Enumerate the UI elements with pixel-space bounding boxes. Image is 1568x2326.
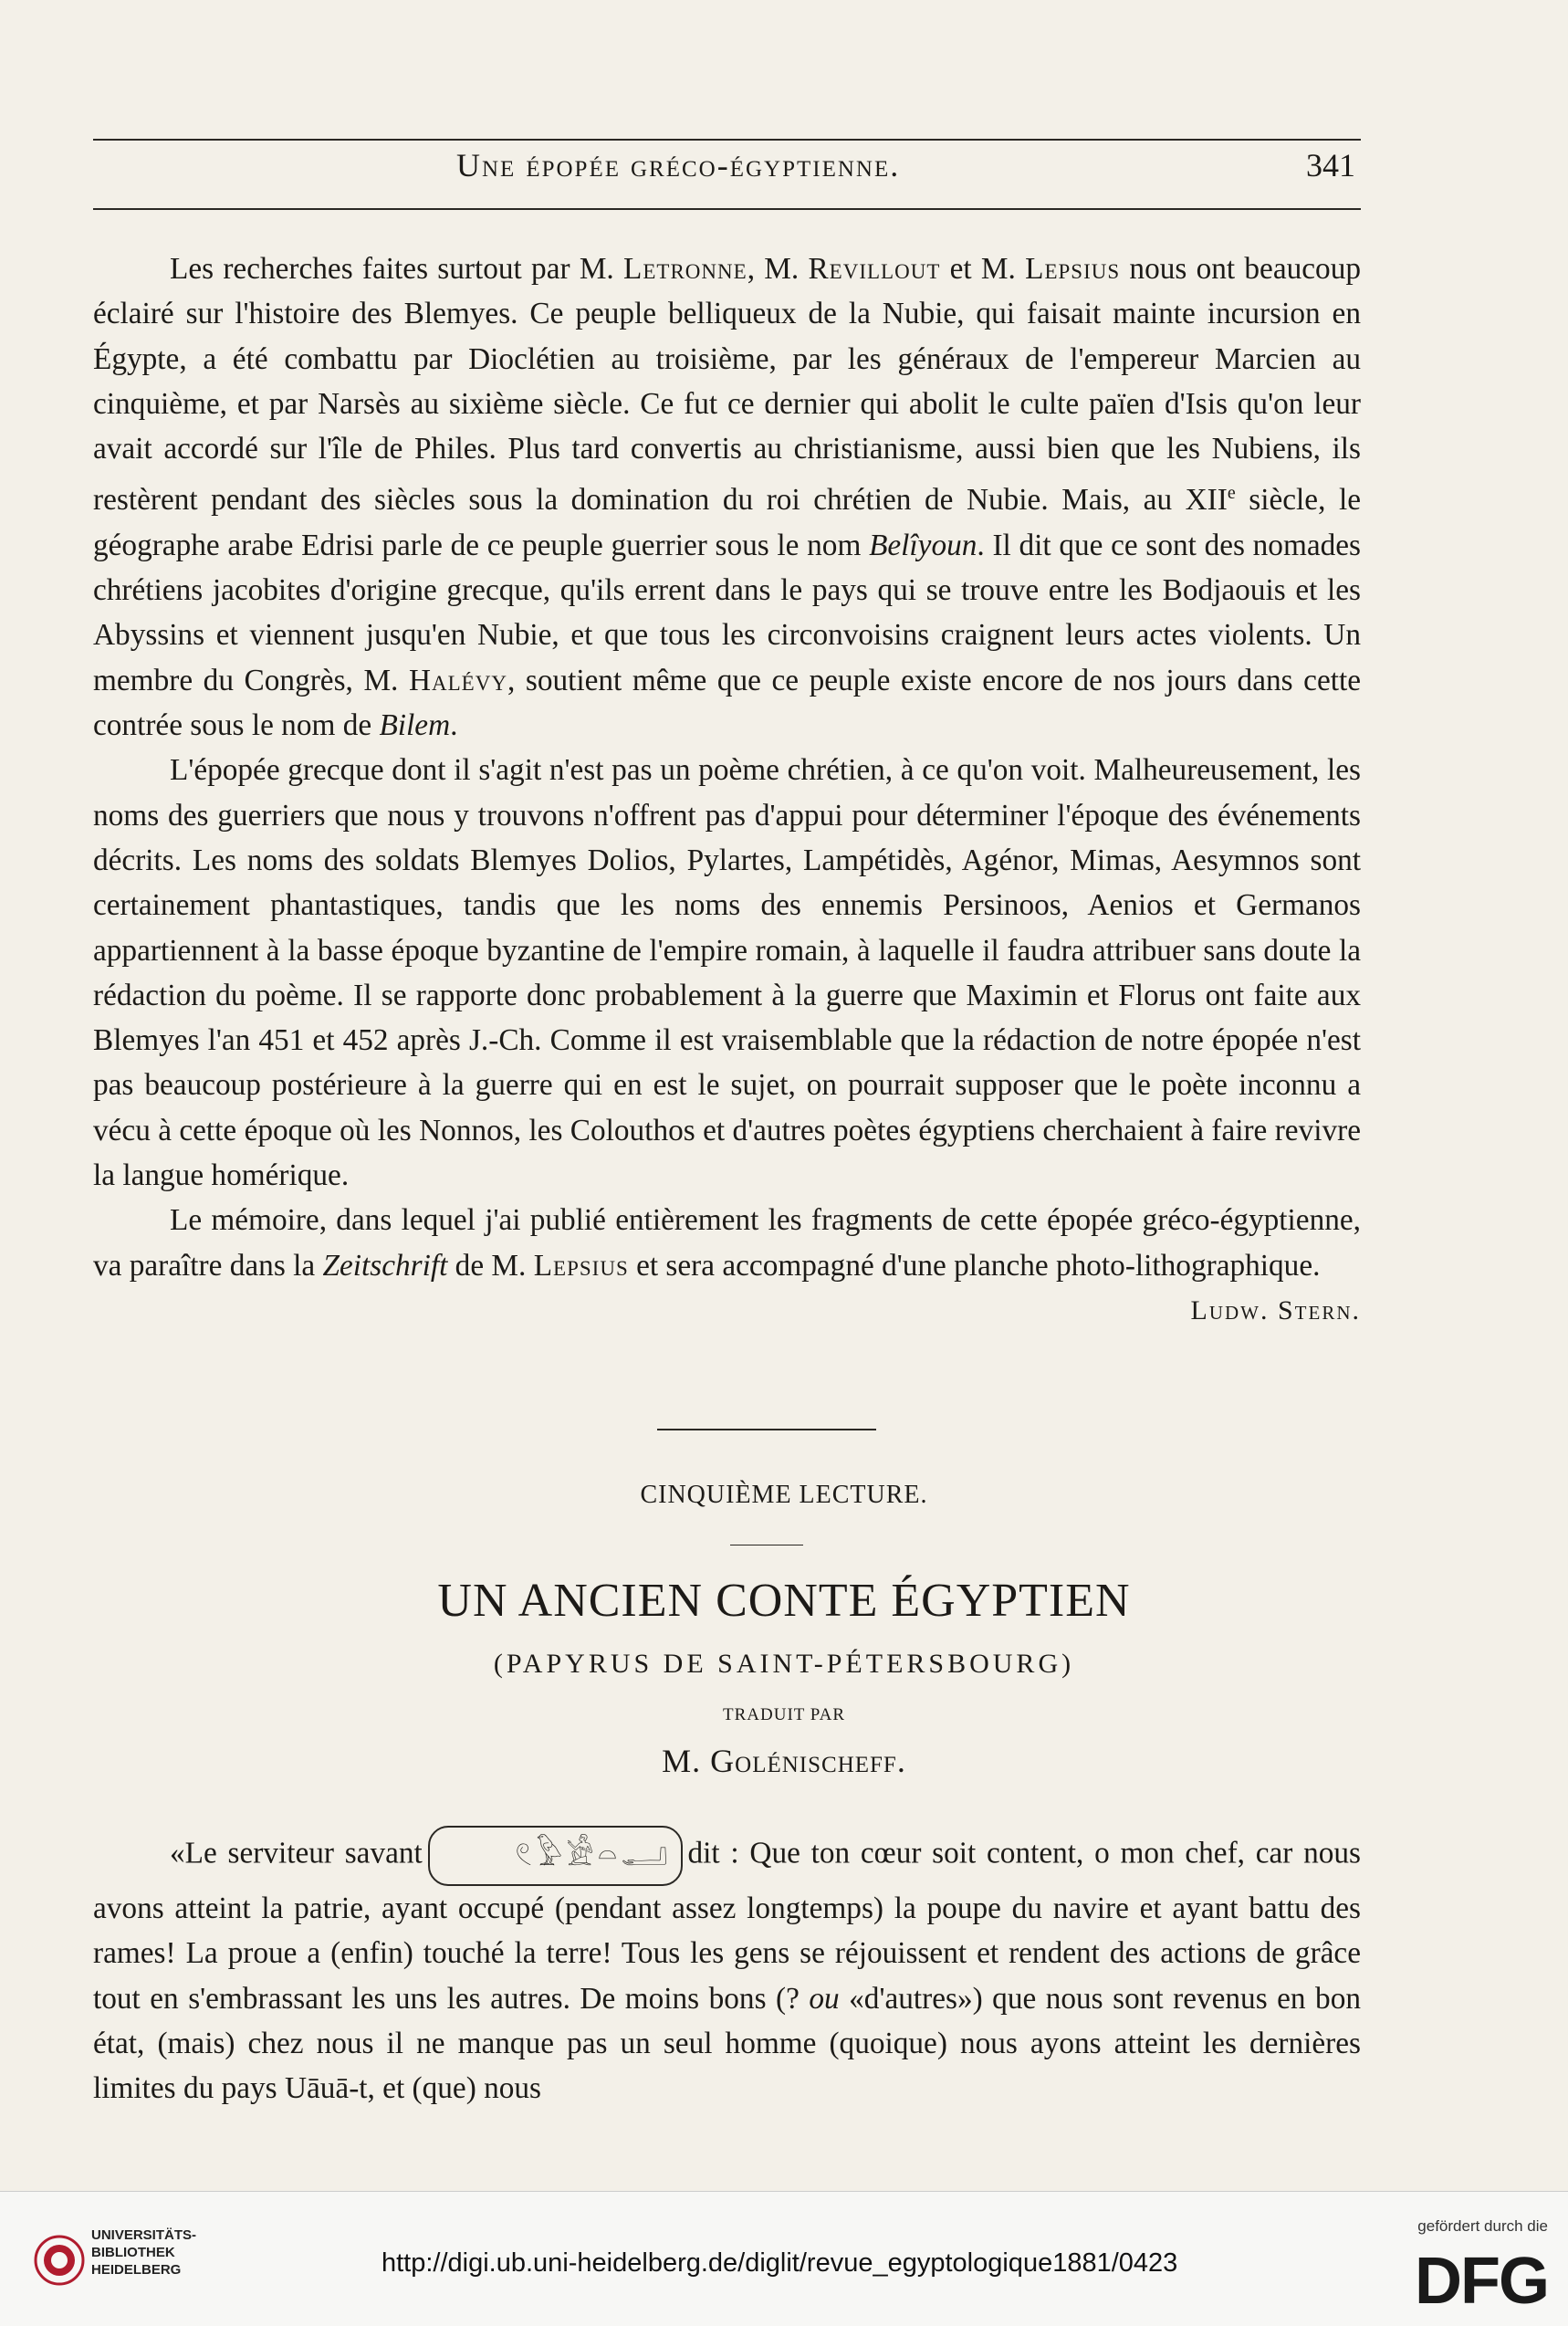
person-name: Letronne <box>623 252 747 286</box>
person-name: Halévy <box>408 663 507 697</box>
text-run: siècle, le géographe arabe Edrisi parle de ce peuple guerrier sous le nom <box>93 483 1361 562</box>
permalink-url[interactable]: http://digi.ub.uni-heidelberg.de/diglit/revue_egyptologique1881/0423 <box>382 2248 1178 2278</box>
library-name-line: UNIVERSITÄTS- <box>91 2227 197 2243</box>
person-name: Revillout <box>808 252 941 286</box>
translator-name-text: M. Golénischeff. <box>662 1743 906 1779</box>
header-bottom-rule <box>93 208 1361 210</box>
translated-by: TRADUIT PAR <box>723 1705 845 1724</box>
text-run: «Le serviteur savant <box>170 1836 423 1870</box>
italic-term: ou <box>809 1981 840 2016</box>
paragraph-1 <box>93 246 1361 748</box>
quote-paragraph <box>93 1826 1361 2111</box>
library-name-line: BIBLIOTHEK <box>91 2245 175 2260</box>
article-body <box>93 246 1361 1333</box>
text-run: dit : Que ton cœur soit content, o mon chef, car nous avons atteint la patrie, ayant occupé (pendant assez longtemps) la poupe du navire et ayant battu des rames! La proue a (enfin) touché la terre! Tous les gens se réjouissent et rendent des actions de grâce tout en s'embrassant les uns les autres. De moins bons (? <box>93 1836 1362 2016</box>
text-run: nous ont beaucoup éclairé sur l'histoire des Blemyes. Ce peuple belliqueux de la Nubie, qui faisait mainte incursion en Égypte, a été combattu par Dioclétien au troisième, par les généraux de l'empereur Marcien au cinquième, et par Narsès au sixième siècle. Ce fut ce dernier qui abolit le culte païen d'Isis qu'on leur avait accordé sur l'île de Philes. Plus tard convertis au christianisme, aussi bien que les Nubiens, ils restèrent pendant des siècles sous la domination du roi chrétien de Nubie. Mais, au XII <box>93 252 1361 518</box>
italic-term: Belîyoun <box>869 528 977 562</box>
running-header-title: Une épopée gréco-égyptienne. <box>456 147 901 183</box>
funder-label: gefördert durch die <box>1417 2217 1548 2235</box>
section-title: UN ANCIEN CONTE ÉGYPTIEN <box>437 1575 1131 1627</box>
italic-term: Zeitschrift <box>322 1248 448 1283</box>
text-run: . <box>450 708 458 743</box>
text-run: de M. <box>447 1248 534 1283</box>
person-name: Lepsius <box>533 1248 629 1283</box>
text-run: Les recherches faites surtout par M. <box>170 252 624 286</box>
section-divider <box>657 1429 876 1430</box>
translator-name <box>0 1742 1568 1780</box>
paragraph-2: L'épopée grecque dont il s'agit n'est pas un poème chrétien, à ce qu'on voit. Malheureusement, les noms des guerriers que nous y trouvons n'offrent pas d'appui pour déterminer l'époque des événements décrits. Les noms des soldats Blemyes Dolios, Pylartes, Lampétidès, Agénor, Mimas, Aesymnos sont certainement phantastiques, tandis que les noms des ennemis Persinoos, Aenios et Germanos appartiennent à la basse époque byzantine de l'empire romain, à laquelle il faudra attribuer sans doute la rédaction du poème. Il se rapporte donc probablement à la guerre que Maximin et Florus ont faite aux Blemyes l'an 451 et 452 après J.-Ch. Comme il est vraisemblable que la rédaction de notre épopée n'est pas beaucoup postérieure à la guerre qui en est le sujet, on pourrait supposer que le poète inconnu a vécu à cette époque où les Nonnos, les Colouthos et d'autres poètes égyptiens cherchaient à faire revivre la langue homérique. <box>93 753 1361 1193</box>
text-run: , M. <box>747 252 809 286</box>
text-run: «d'autres») que nous sont revenus en bon état, (mais) chez nous il ne manque pas un seul homme (quoique) nous ayons atteint les dernières limites du pays Uāuā-t, et (que) nous <box>93 1981 1362 2106</box>
page-number: 341 <box>1306 147 1355 183</box>
dfg-logo: DFG <box>1415 2245 1548 2318</box>
text-run: Le mémoire, dans lequel j'ai publié entièrement les fragments de cette épopée gréco-égyptienne, va paraître dans la <box>93 1203 1361 1283</box>
text-run: , soutient même que ce peuple existe encore de nos jours dans cette contrée sous le nom de <box>93 663 1361 743</box>
quoted-text <box>93 1826 1361 2111</box>
italic-term: Bilem <box>379 708 451 743</box>
section-subtitle: (PAPYRUS DE SAINT-PÉTERSBOURG) <box>493 1649 1075 1679</box>
person-name: Lepsius <box>1025 252 1121 286</box>
library-name-line: HEIDELBERG <box>91 2262 182 2278</box>
header-top-rule <box>93 139 1361 141</box>
lecture-heading: CINQUIÈME LECTURE. <box>640 1481 928 1509</box>
paragraph-3 <box>93 1198 1361 1325</box>
author-signature: Ludw. Stern. <box>1190 1294 1361 1325</box>
library-name <box>91 2226 196 2279</box>
superscript: e <box>1227 483 1236 504</box>
text-run: et M. <box>940 252 1026 286</box>
digitization-footer <box>0 2191 1568 2326</box>
text-run: et sera accompagné d'une planche photo-lithographique. <box>628 1248 1321 1283</box>
text-run: . Il dit que ce sont des nomades chrétiens jacobites d'origine grecque, qu'ils errent dans le pays qui se trouve entre les Bodjaouis et les Abyssins et viennent jusqu'en Nubie, et que tous les circonvoisins craignent leurs actes violents. Un membre du Congrès, M. <box>93 528 1362 697</box>
hieroglyph-cartouche: 𓏲𓅱𓀀𓏏𓂝 <box>428 1826 683 1886</box>
